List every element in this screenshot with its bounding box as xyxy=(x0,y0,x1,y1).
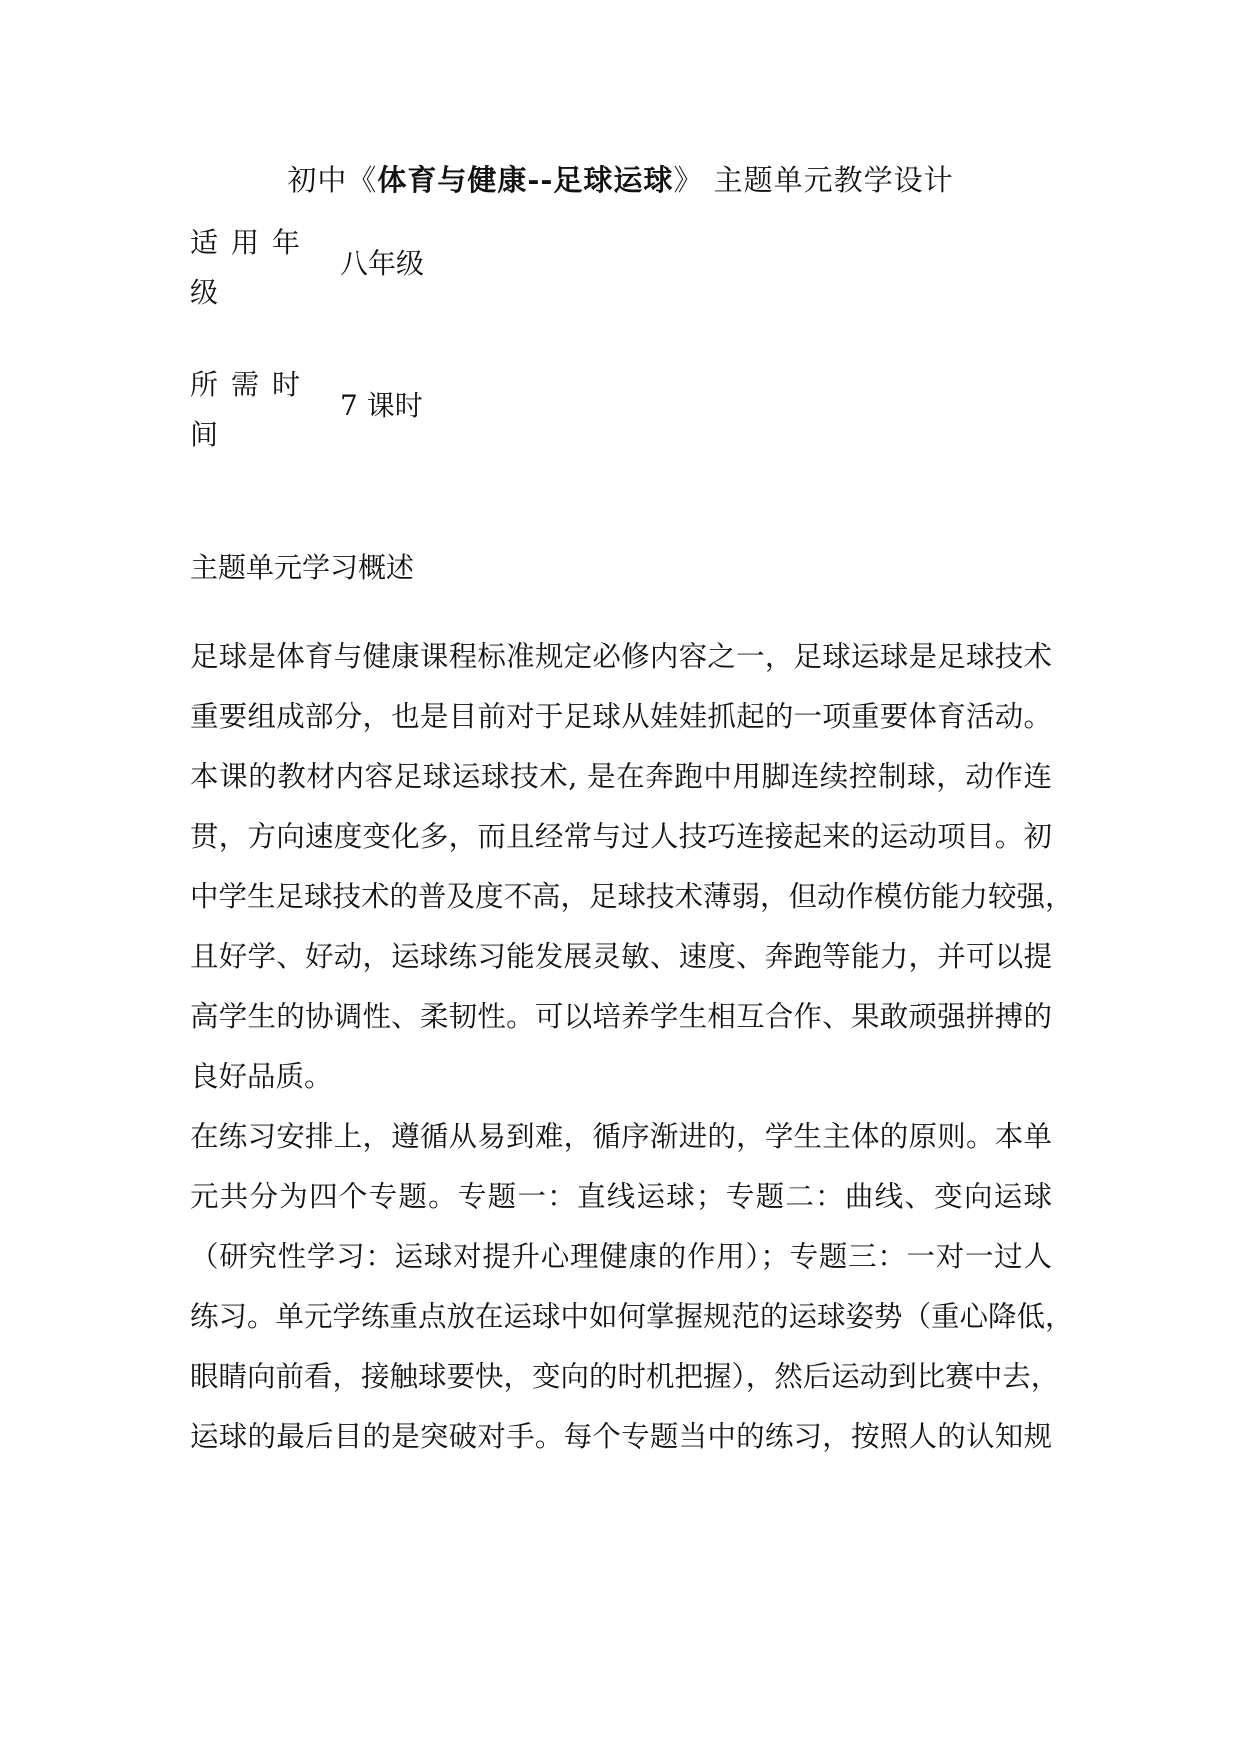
document-title xyxy=(0,160,1241,200)
para2-line: 眼睛向前看，接触球要快，变向的时机把握），然后运动到比赛中去， xyxy=(190,1360,1060,1393)
grade-value: 八年级 xyxy=(340,247,425,280)
para1-line: 贯，方向速度变化多，而且经常与过人技巧连接起来的运动项目。初 xyxy=(190,820,1052,853)
time-value: 7 课时 xyxy=(340,389,423,422)
title-suffix: 》 主题单元教学设计 xyxy=(673,163,954,197)
grade-label-line1: 适 用 年 xyxy=(190,226,300,259)
grade-label-line2: 级 xyxy=(190,276,219,309)
para2-line: 在练习安排上，遵循从易到难，循序渐进的，学生主体的原则。本单 xyxy=(190,1120,1052,1153)
para1-line: 高学生的协调性、柔韧性。可以培养学生相互合作、果敢顽强拼搏的 xyxy=(190,1000,1052,1033)
para2-line: 练习。单元学练重点放在运球中如何掌握规范的运球姿势（重心降低， xyxy=(190,1300,1074,1333)
title-subject: 体育与健康--足球运球 xyxy=(377,163,674,197)
para2-line: 运球的最后目的是突破对手。每个专题当中的练习，按照人的认知规 xyxy=(190,1420,1052,1453)
para1-line: 且好学、好动，运球练习能发展灵敏、速度、奔跑等能力，并可以提 xyxy=(190,940,1052,973)
para1-line: 足球是体育与健康课程标准规定必修内容之一，足球运球是足球技术 xyxy=(190,640,1052,673)
para1-line: 良好品质。 xyxy=(190,1060,333,1093)
para1-line: 重要组成部分，也是目前对于足球从娃娃抓起的一项重要体育活动。 xyxy=(190,700,1052,733)
time-label-line1: 所 需 时 xyxy=(190,368,300,401)
title-prefix: 初中《 xyxy=(287,163,378,197)
section-heading: 主题单元学习概述 xyxy=(190,551,415,584)
para2-line: （研究性学习：运球对提升心理健康的作用）；专题三：一对一过人 xyxy=(190,1240,1052,1273)
para2-line: 元共分为四个专题。专题一：直线运球；专题二：曲线、变向运球 xyxy=(190,1180,1052,1213)
time-label-line2: 间 xyxy=(190,418,219,451)
para1-line: 中学生足球技术的普及度不高，足球技术薄弱，但动作模仿能力较强， xyxy=(190,880,1074,913)
para1-line: 本课的教材内容足球运球技术, 是在奔跑中用脚连续控制球，动作连 xyxy=(190,760,1052,793)
